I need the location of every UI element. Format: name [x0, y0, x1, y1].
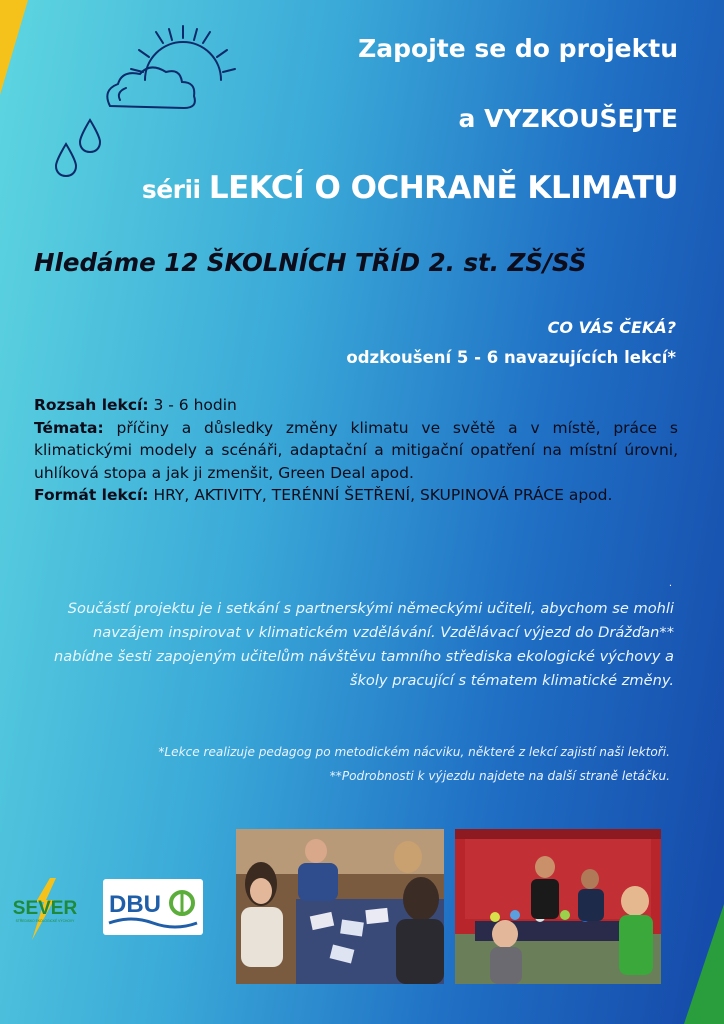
sever-logo — [6, 878, 84, 940]
classroom-activity-photo — [236, 829, 444, 984]
header-line-3-prefix: sérii — [141, 175, 209, 204]
header-line-1: Zapojte se do projektu — [358, 34, 678, 63]
topics-value: příčiny a důsledky změny klimatu ve světě a v místě, práce s klimatickými modely a scénáři, adaptační a mitigační opatření na místní úrovni, uhlíková stopa a jak ji zmenšit, Green Deal apod. — [34, 418, 678, 482]
topics-label: Témata: — [34, 418, 104, 437]
sun-cloud-rain-icon — [50, 20, 250, 190]
search-headline: Hledáme 12 ŠKOLNÍCH TŘÍD 2. st. ZŠ/SŠ — [34, 248, 587, 277]
format-label: Formát lekcí: — [34, 486, 149, 505]
tent-stall-photo — [455, 829, 661, 984]
dbu-logo — [103, 879, 203, 935]
format-row — [34, 484, 678, 507]
format-value: HRY, AKTIVITY, TERÉNNÍ ŠETŘENÍ, SKUPINOVÁ PRÁCE apod. — [148, 486, 613, 505]
exchange-paragraph: Součástí projektu je i setkání s partnerskými německými učiteli, abychom se mohli navzájem inspirovat v klimatickém vzdělávání. Vzdělávací výjezd do Drážďan** nabídne šesti zapojeným učitelům návštěvu tamního střediska ekologické výchovy a školy pracující s tématem klimatické změny. — [54, 600, 674, 689]
offer-question: CO VÁS ČEKÁ? — [547, 318, 676, 337]
range-row — [34, 394, 678, 417]
footnotes — [158, 740, 670, 788]
lesson-details — [34, 394, 678, 507]
dbu-logo-name: DBU — [109, 891, 161, 918]
corner-accent-yellow — [0, 0, 28, 95]
offer-answer: odzkoušení 5 - 6 navazujících lekcí* — [346, 348, 676, 367]
topics-row — [34, 417, 678, 485]
footnote-2: **Podrobnosti k výjezdu najdete na další straně letáčku. — [329, 769, 670, 783]
stray-dot: . — [668, 578, 672, 589]
sever-logo-name: SEVER — [12, 898, 78, 919]
corner-accent-green — [684, 904, 724, 1024]
range-label: Rozsah lekcí: — [34, 396, 149, 414]
footnote-1: *Lekce realizuje pedagog po metodickém nácviku, některé z lekcí zajistí naši lektoři. — [158, 745, 670, 759]
sever-logo-subtitle: STŘEDISKO EKOLOGICKÉ VÝCHOVY — [15, 919, 75, 923]
dbu-wave — [109, 919, 197, 927]
range-value: 3 - 6 hodin — [148, 396, 237, 414]
header-line-3 — [142, 170, 678, 206]
header-line-2: a VYZKOUŠEJTE — [458, 104, 678, 133]
header-line-3-emphasis: LEKCÍ O OCHRANĚ KLIMATU — [208, 170, 678, 206]
